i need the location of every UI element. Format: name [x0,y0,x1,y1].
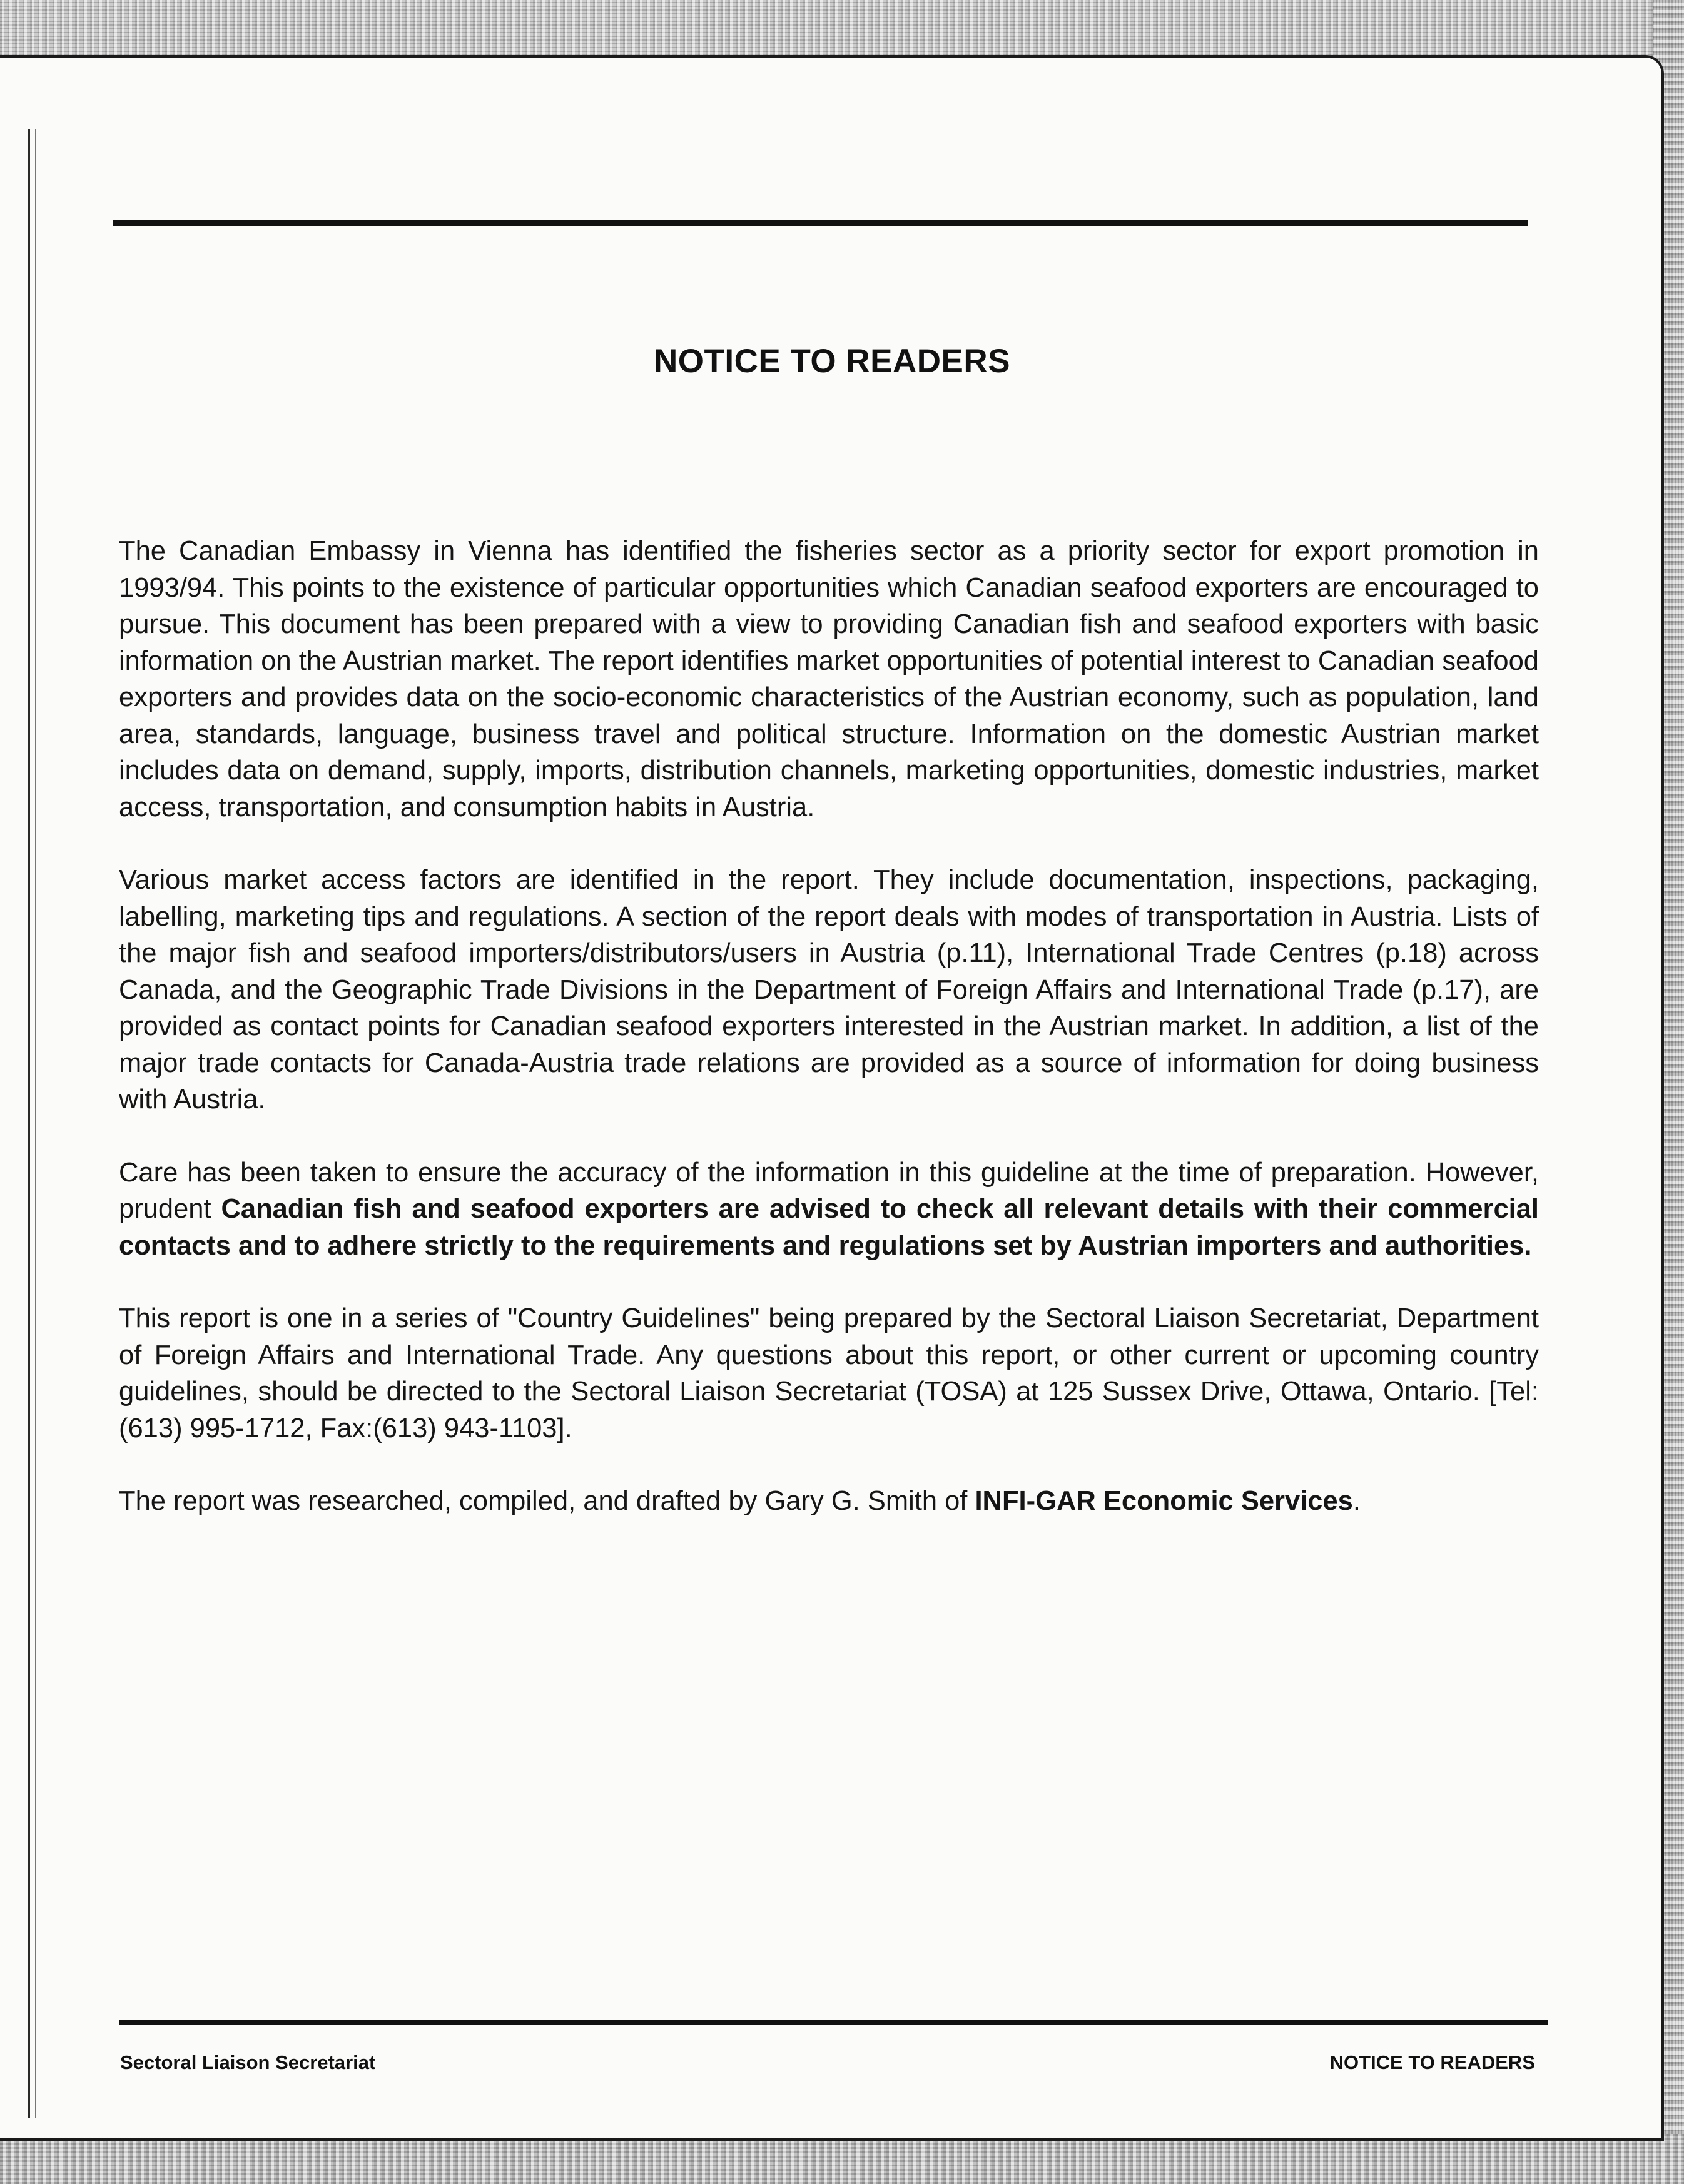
paragraph-text: . [1352,1486,1361,1516]
paragraph [119,862,1539,1118]
scan-edge-top [0,0,1684,59]
header-rule [113,220,1528,226]
body-text [119,533,1539,1556]
paragraph [119,533,1539,826]
paragraph [119,1300,1539,1447]
scan-edge-bottom [0,2134,1684,2184]
paragraph-text: This report is one in a series of "Country Guidelines" being prepared by the Sectoral Liaison Secretariat, Department of Foreign Affairs and International Trade. Any questions about this report, or other current or upcoming country guidelines, should be directed to the Sectoral Liaison Secretariat (TOSA) at 125 Sussex Drive, Ottawa, Ontario. [Tel:(613) 995-1712, Fax:(613) 943-1103]. [119,1303,1539,1443]
paragraph-text: Care has been taken to ensure the accuracy of the information in this guideline at the time of preparation. However, prudent [119,1157,1539,1224]
paragraph [119,1155,1539,1265]
paragraph-text: The Canadian Embassy in Vienna has identified the fisheries sector as a priority sector for export promotion in 1993/94. This points to the existence of particular opportunities which Canadian seafood exporters are encouraged to pursue. This document has been prepared with a view to providing Canadian fish and seafood exporters with basic information on the Austrian market. The report identifies market opportunities of potential interest to Canadian seafood exporters and provides data on the socio-economic characteristics of the Austrian economy, such as population, land area, standards, language, business travel and political structure. Information on the domestic Austrian market includes data on demand, supply, imports, distribution channels, marketing opportunities, domestic industries, market access, transportation, and consumption habits in Austria. [119,536,1539,822]
paragraph [119,1483,1539,1520]
document-page [0,55,1664,2141]
footer-rule [119,2020,1548,2025]
binding-line [28,129,30,2118]
footer-right-text: NOTICE TO READERS [1329,2051,1535,2073]
bold-text: INFI-GAR Economic Services [975,1486,1353,1516]
bold-text: Canadian fish and seafood exporters are advised to check all relevant details with their commercial contacts and to adhere strictly to the requirements and regulations set by Austrian importers and authorities. [119,1194,1539,1261]
footer-left-text: Sectoral Liaison Secretariat [120,2051,376,2073]
page-title: NOTICE TO READERS [654,343,1010,380]
paragraph-text: Various market access factors are identified in the report. They include documentation, inspections, packaging, labelling, marketing tips and regulations. A section of the report deals with modes of transportation in Austria. Lists of the major fish and seafood importers/distributors/users in Austria (p.11), International Trade Centres (p.18) across Canada, and the Geographic Trade Divisions in the Department of Foreign Affairs and International Trade (p.17), are provided as contact points for Canadian seafood exporters interested in the Austrian market. In addition, a list of the major trade contacts for Canada-Austria trade relations are provided as a source of information for doing business with Austria. [119,865,1539,1115]
binding-line-inner [35,129,36,2118]
paragraph-text: The report was researched, compiled, and drafted by Gary G. Smith of [119,1486,975,1516]
